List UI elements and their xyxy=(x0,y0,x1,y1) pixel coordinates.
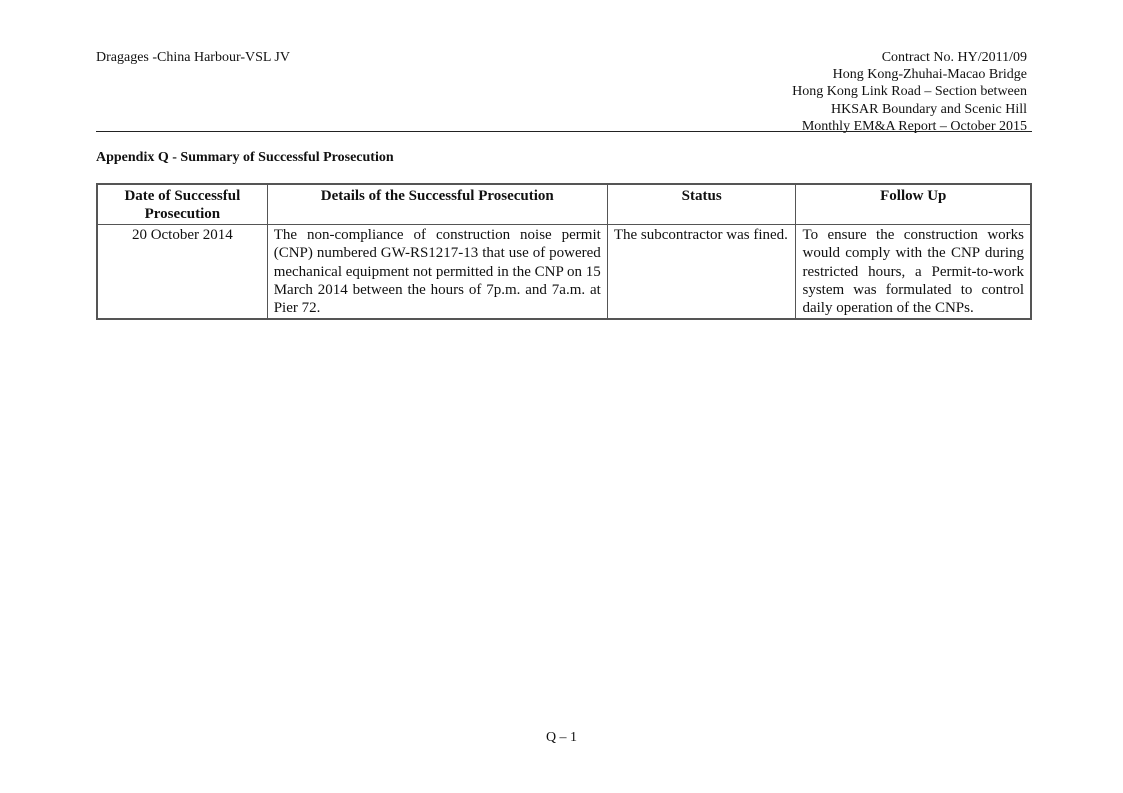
contractor-name: Dragages -China Harbour-VSL JV xyxy=(96,50,290,65)
header-details: Details of the Successful Prosecution xyxy=(267,184,607,224)
header-status: Status xyxy=(607,184,796,224)
contract-info xyxy=(792,49,1027,135)
project-name: Hong Kong-Zhuhai-Macao Bridge xyxy=(832,67,1027,83)
section-line-2: HKSAR Boundary and Scenic Hill xyxy=(831,101,1027,117)
cell-follow-up: To ensure the construction works would comply with the CNP during restricted hours, a Permit-to-work system was formulated to control daily operation of the CNPs. xyxy=(796,224,1031,319)
table-row xyxy=(97,224,1031,319)
header-follow-up: Follow Up xyxy=(796,184,1031,224)
page-number: Q – 1 xyxy=(545,730,578,745)
report-title: Monthly EM&A Report – October 2015 xyxy=(801,118,1027,134)
contract-number: Contract No. HY/2011/09 xyxy=(881,50,1027,65)
header-date: Date of Successful Prosecution xyxy=(97,184,267,224)
prosecution-summary-table xyxy=(96,183,1032,320)
header-divider xyxy=(96,131,1032,132)
cell-details: The non-compliance of construction noise permit (CNP) numbered GW-RS1217-13 that use of powered mechanical equipment not permitted in the CNP on 15 March 2014 between the hours of 7p.m. and 7a.m. at Pier 72. xyxy=(267,224,607,319)
appendix-title: Appendix Q - Summary of Successful Prosecution xyxy=(96,150,394,165)
cell-date: 20 October 2014 xyxy=(97,224,267,319)
section-line-1: Hong Kong Link Road – Section between xyxy=(792,84,1027,100)
table-header-row xyxy=(97,184,1031,224)
cell-status: The subcontractor was fined. xyxy=(607,224,796,319)
